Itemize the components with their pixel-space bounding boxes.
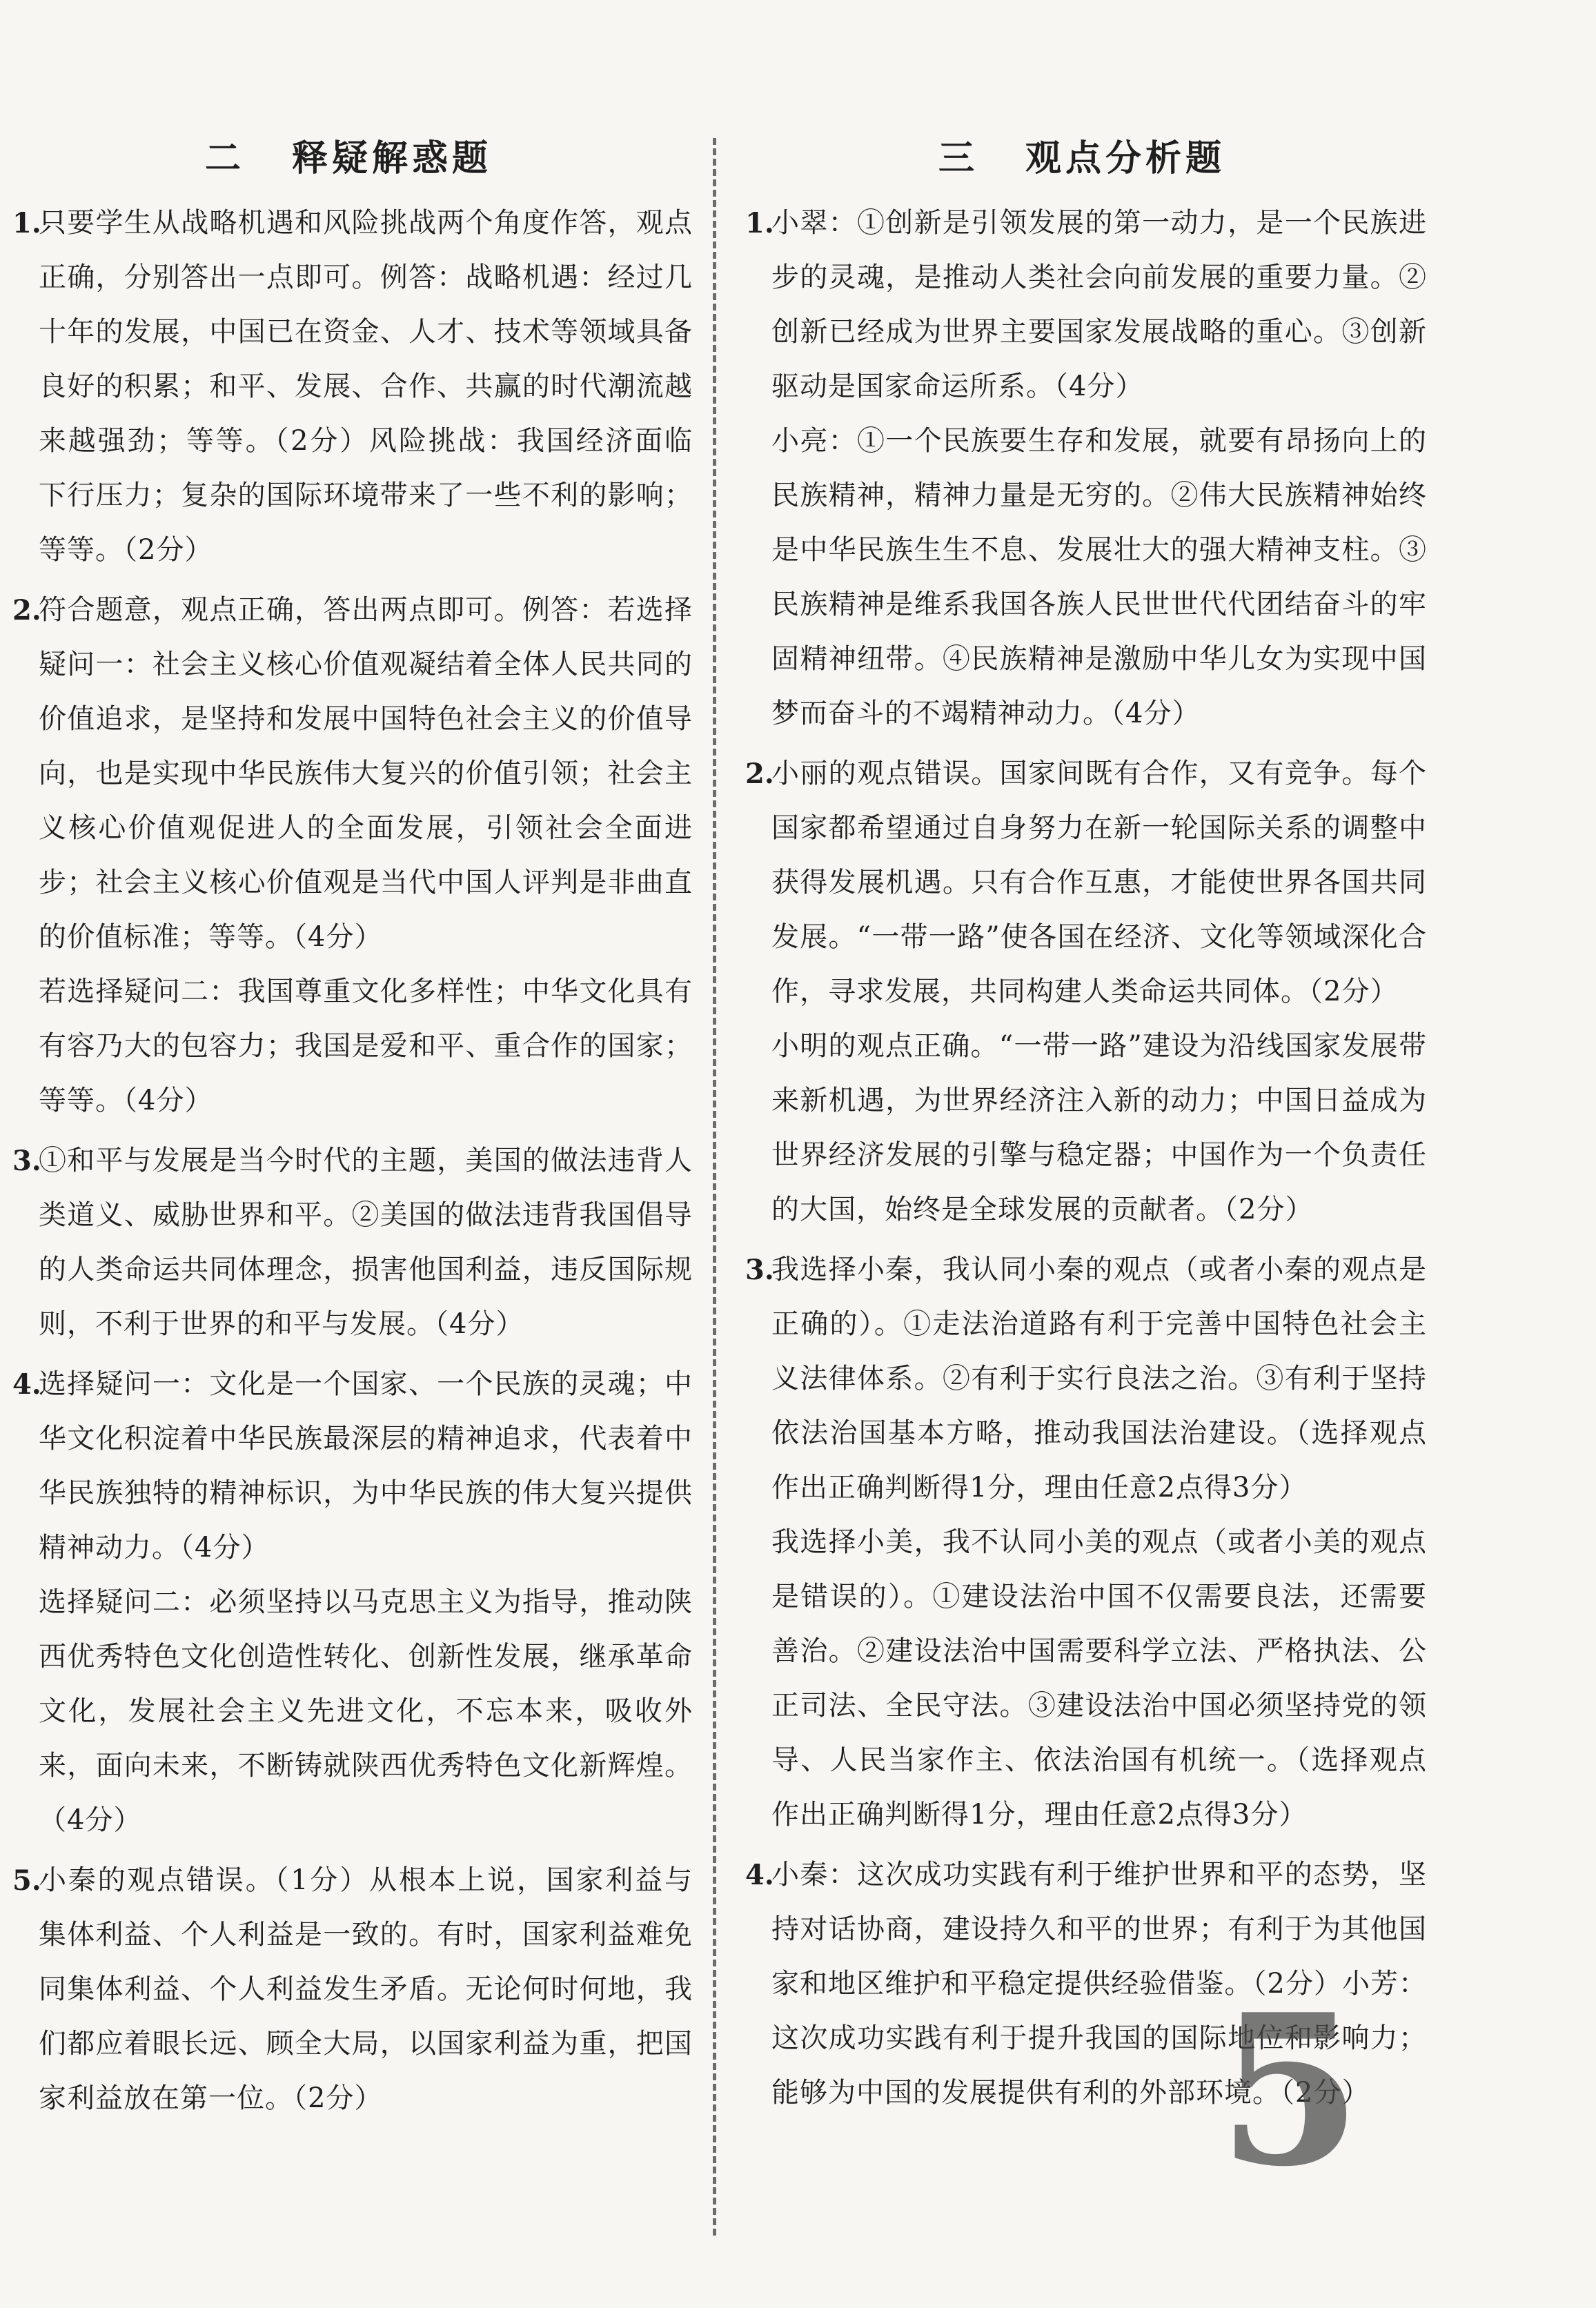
question-number: 2. <box>745 758 774 790</box>
question-item <box>4 196 693 578</box>
question-number: 3. <box>745 1254 774 1286</box>
answer-paragraph: 小明的观点正确。“一带一路”建设为沿线国家发展带来新机遇，为世界经济注入新的动力；中国日益成为世界经济发展的引擎与稳定器；中国作为一个负责任的大国，始终是全球发展的贡献者。（2分） <box>771 1030 1427 1225</box>
page-number: 5 <box>1218 1969 1355 2212</box>
answer-paragraph: 小丽的观点错误。国家间既有合作，又有竞争。每个国家都希望通过自身努力在新一轮国际关系的调整中获得发展机遇。只有合作互惠，才能使世界各国共同发展。“一带一路”使各国在经济、文化等领域深化合作，寻求发展，共同构建人类命运共同体。（2分） <box>771 758 1427 1007</box>
question-number: 1. <box>12 207 41 239</box>
section-number: 三 <box>938 137 977 179</box>
answer-paragraph: 选择疑问二：必须坚持以马克思主义为指导，推动陕西优秀特色文化创造性转化、创新性发展，继承革命文化，发展社会主义先进文化，不忘本来，吸收外来，面向未来，不断铸就陕西优秀特色文化新辉煌。（4分） <box>39 1586 693 1836</box>
question-item <box>4 1134 693 1352</box>
answer-paragraph: ①和平与发展是当今时代的主题，美国的做法违背人类道义、威胁世界和平。②美国的做法违背我国倡导的人类命运共同体理念，损害他国利益，违反国际规则，不利于世界的和平与发展。（4分） <box>39 1145 693 1340</box>
section-title-right <box>737 131 1427 186</box>
answer-paragraph: 小翠：①创新是引领发展的第一动力，是一个民族进步的灵魂，是推动人类社会向前发展的重要力量。②创新已经成为世界主要国家发展战略的重心。③创新驱动是国家命运所系。（4分） <box>771 207 1427 402</box>
question-item <box>4 1357 693 1848</box>
question-item <box>4 1853 693 2126</box>
question-item <box>737 747 1427 1237</box>
question-number: 4. <box>745 1859 774 1891</box>
left-items <box>4 196 693 2126</box>
answer-paragraph: 选择疑问一：文化是一个国家、一个民族的灵魂；中华文化积淀着中华民族最深层的精神追求，代表着中华民族独特的精神标识，为中华民族的伟大复兴提供精神动力。（4分） <box>39 1368 693 1564</box>
question-number: 5. <box>12 1864 41 1897</box>
question-number: 4. <box>12 1368 41 1401</box>
question-number: 3. <box>12 1145 41 1177</box>
section-number: 二 <box>204 137 244 179</box>
answer-paragraph: 符合题意，观点正确，答出两点即可。例答：若选择疑问一：社会主义核心价值观凝结着全体人民共同的价值追求，是坚持和发展中国特色社会主义的价值导向，也是实现中华民族伟大复兴的价值引领；社会主义核心价值观促进人的全面发展，引领社会全面进步；社会主义核心价值观是当代中国人评判是非曲直的价值标准；等等。（4分） <box>39 594 693 953</box>
question-item <box>4 583 693 1128</box>
answer-paragraph: 小亮：①一个民族要生存和发展，就要有昂扬向上的民族精神，精神力量是无穷的。②伟大民族精神始终是中华民族生生不息、发展壮大的强大精神支柱。③民族精神是维系我国各族人民世世代代团结奋斗的牢固精神纽带。④民族精神是激励中华儿女为实现中国梦而奋斗的不竭精神动力。（4分） <box>771 425 1427 729</box>
right-column <box>737 131 1427 2126</box>
answer-paragraph: 我选择小秦，我认同小秦的观点（或者小秦的观点是正确的）。①走法治道路有利于完善中国特色社会主义法律体系。②有利于实行良法之治。③有利于坚持依法治国基本方略，推动我国法治建设。（选择观点作出正确判断得1分，理由任意2点得3分） <box>771 1254 1427 1503</box>
answer-paragraph: 只要学生从战略机遇和风险挑战两个角度作答，观点正确，分别答出一点即可。例答：战略机遇：经过几十年的发展，中国已在资金、人才、技术等领域具备良好的积累；和平、发展、合作、共赢的时代潮流越来越强劲；等等。（2分）风险挑战：我国经济面临下行压力；复杂的国际环境带来了一些不利的影响；等等。（2分） <box>39 207 693 566</box>
column-divider <box>713 138 716 2236</box>
question-number: 2. <box>12 594 41 627</box>
question-item <box>737 1243 1427 1842</box>
left-column <box>4 131 693 2131</box>
section-heading: 释疑解惑题 <box>292 137 493 179</box>
right-items <box>737 196 1427 2120</box>
question-number: 1. <box>745 207 774 239</box>
question-item <box>737 196 1427 741</box>
answer-paragraph: 若选择疑问二：我国尊重文化多样性；中华文化具有有容乃大的包容力；我国是爱和平、重合作的国家；等等。（4分） <box>39 976 693 1116</box>
answer-paragraph: 我选择小美，我不认同小美的观点（或者小美的观点是错误的）。①建设法治中国不仅需要良法，还需要善治。②建设法治中国需要科学立法、严格执法、公正司法、全民守法。③建设法治中国必须坚持党的领导、人民当家作主、依法治国有机统一。（选择观点作出正确判断得1分，理由任意2点得3分） <box>771 1526 1427 1831</box>
section-heading: 观点分析题 <box>1025 137 1226 179</box>
answer-paragraph: 小秦的观点错误。（1分）从根本上说，国家利益与集体利益、个人利益是一致的。有时，国家利益难免同集体利益、个人利益发生矛盾。无论何时何地，我们都应着眼长远、顾全大局，以国家利益为重，把国家利益放在第一位。（2分） <box>39 1864 693 2114</box>
answer-paragraph: 小秦：这次成功实践有利于维护世界和平的态势，坚持对话协商，建设持久和平的世界；有利于为其他国家和地区维护和平稳定提供经验借鉴。（2分）小芳：这次成功实践有利于提升我国的国际地位和影响力；能够为中国的发展提供有利的外部环境。（2分） <box>771 1859 1427 2109</box>
section-title-left <box>4 131 693 186</box>
